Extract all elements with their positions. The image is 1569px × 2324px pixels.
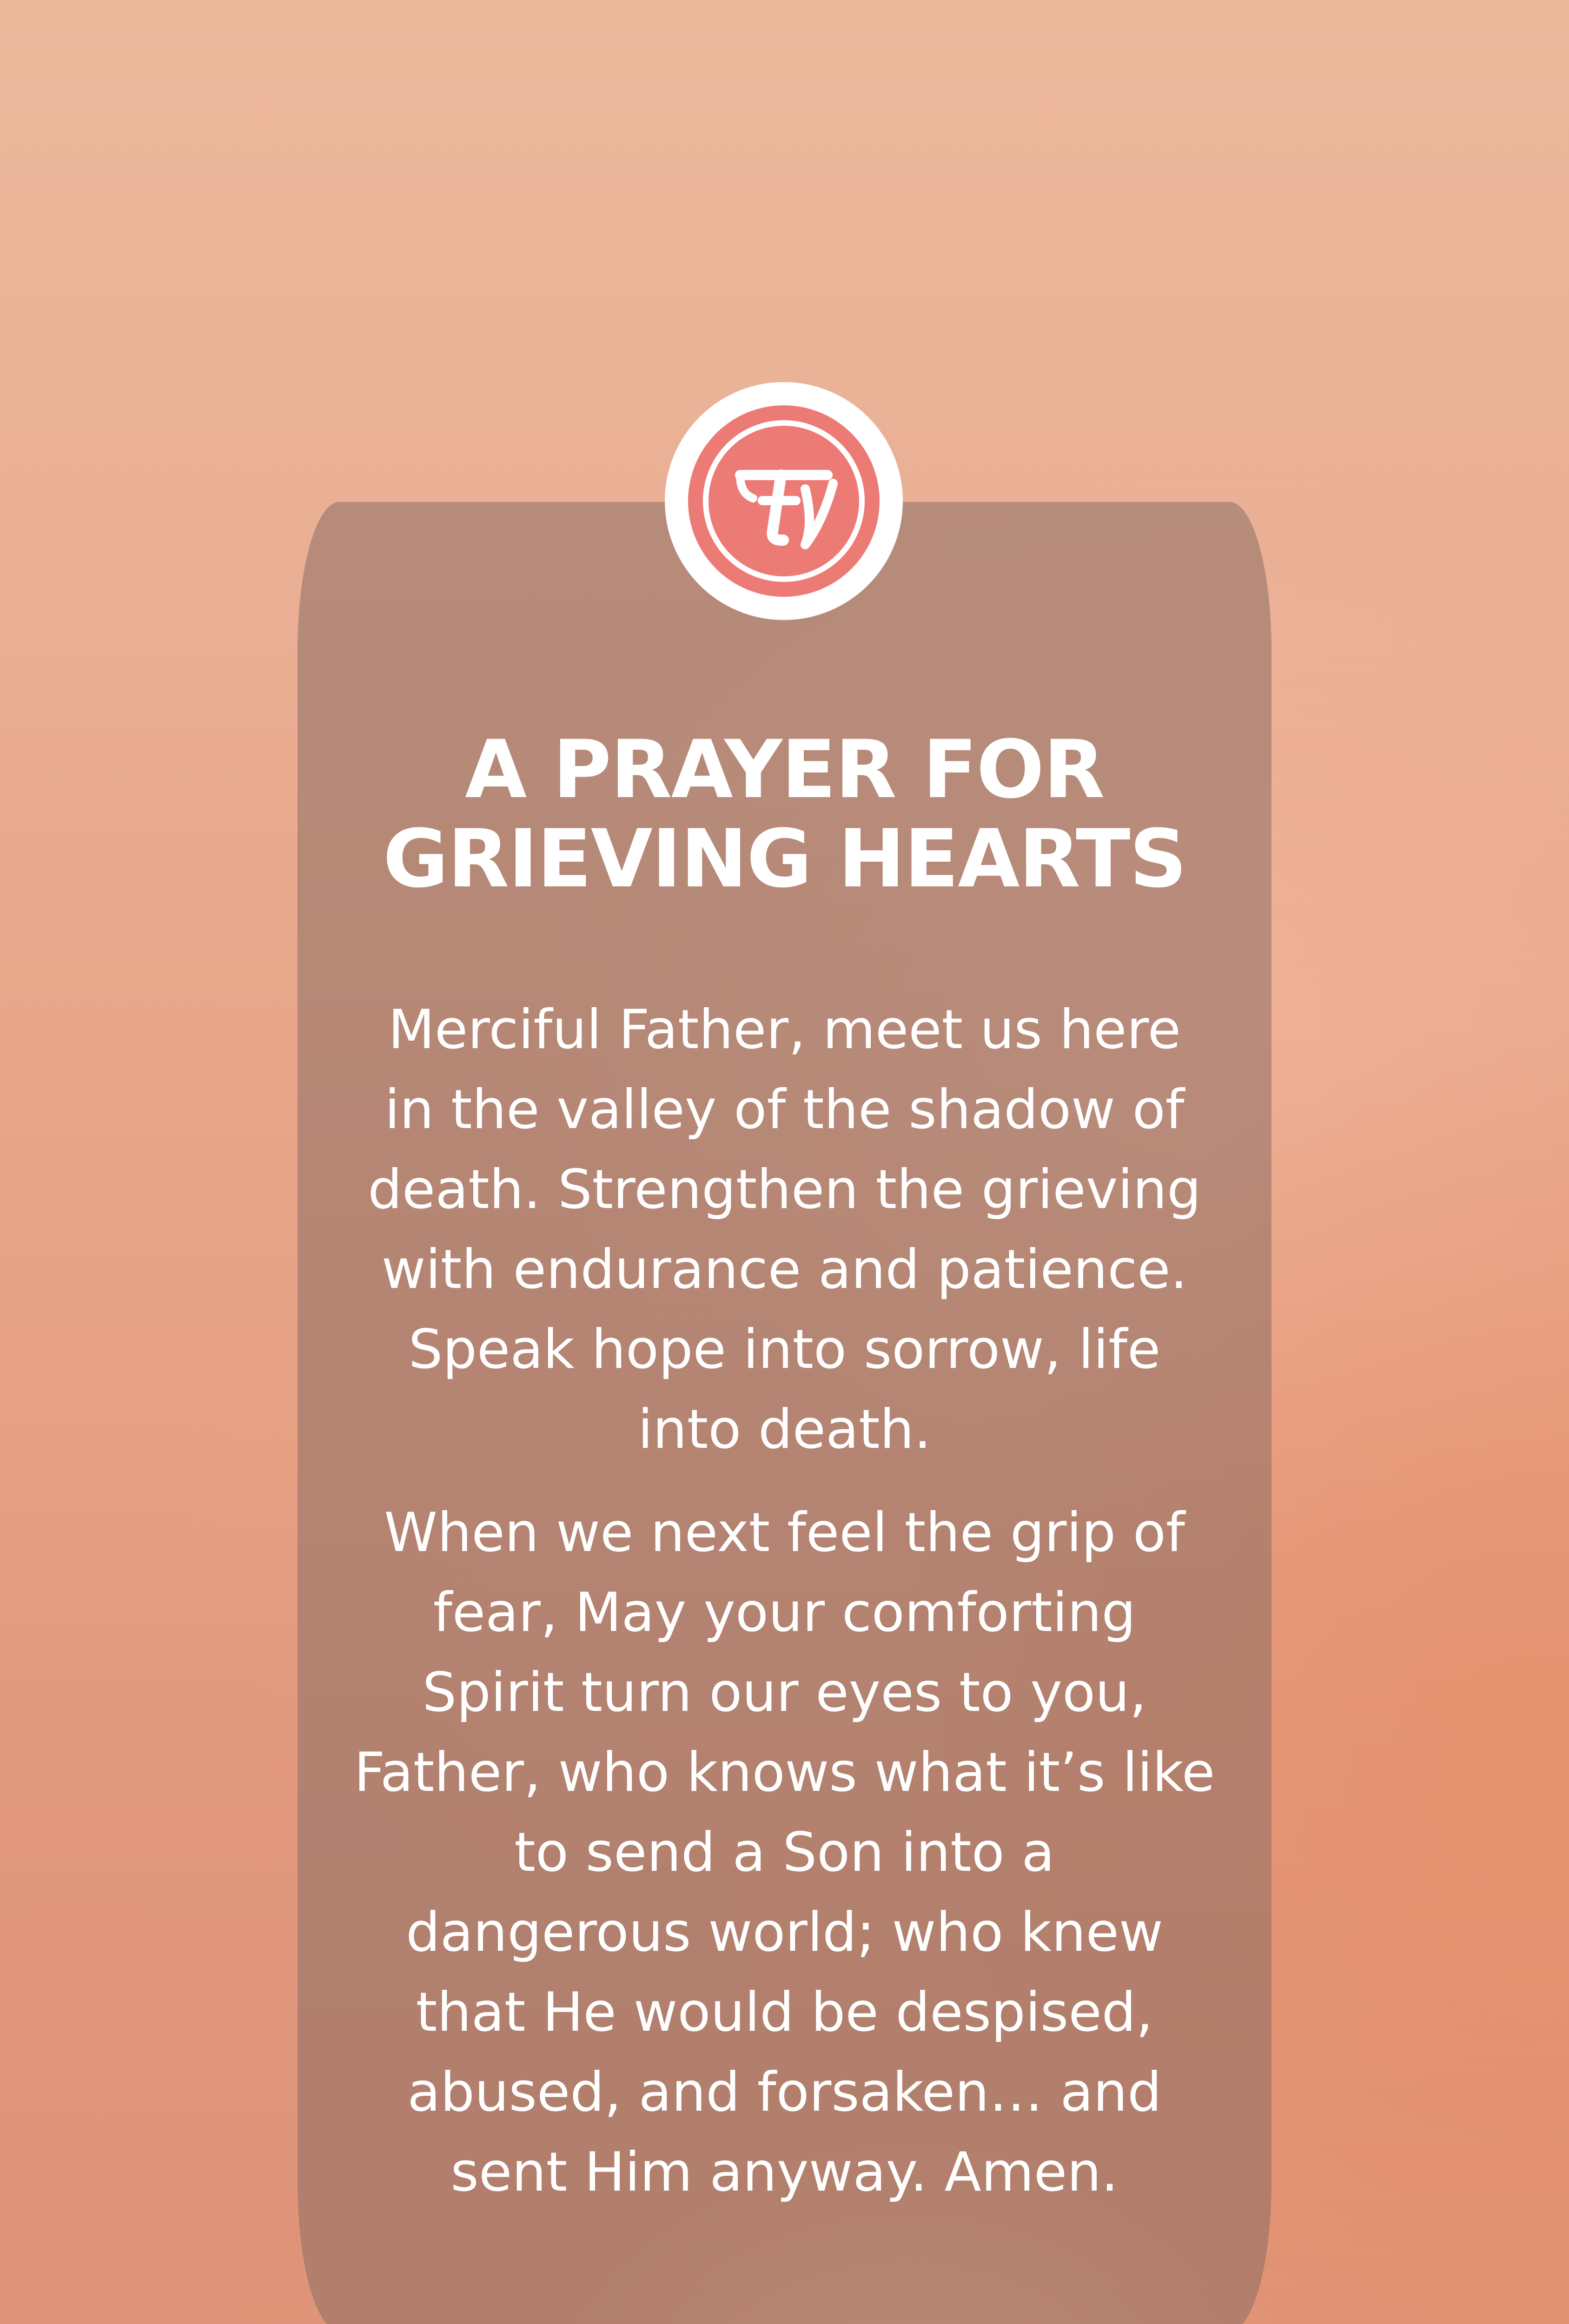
prayer-line: abused, and forsaken… and xyxy=(407,2061,1162,2124)
prayer-line: Speak hope into sorrow, life xyxy=(408,1318,1161,1381)
prayer-line: dangerous world; who knew xyxy=(406,1901,1163,1964)
prayer-line: into death. xyxy=(637,1398,932,1461)
logo-badge xyxy=(665,382,903,620)
title-line: GRIEVING HEARTS xyxy=(383,812,1186,905)
prayer-paragraph xyxy=(316,990,1253,1470)
prayer-line: to send a Son into a xyxy=(514,1821,1055,1884)
prayer-line: death. Strengthen the grieving xyxy=(368,1158,1201,1221)
title-line: A PRAYER FOR xyxy=(465,723,1104,816)
prayer-line: that He would be despised, xyxy=(416,1981,1153,2044)
prayer-line: fear, May your comforting xyxy=(433,1581,1136,1644)
prayer-line: in the valley of the shadow of xyxy=(384,1078,1185,1141)
prayer-line: Spirit turn our eyes to you, xyxy=(422,1661,1147,1724)
prayer-paragraph xyxy=(316,1493,1253,2212)
prayer-line: sent Him anyway. Amen. xyxy=(450,2141,1119,2204)
tv-logo-icon xyxy=(688,405,880,597)
prayer-line: Father, who knows what it’s like xyxy=(354,1741,1215,1804)
prayer-line: When we next feel the grip of xyxy=(384,1501,1185,1564)
prayer-line: Merciful Father, meet us here xyxy=(388,998,1181,1061)
page-title xyxy=(298,725,1271,904)
prayer-body xyxy=(316,990,1253,2236)
prayer-line: with endurance and patience. xyxy=(381,1238,1188,1301)
